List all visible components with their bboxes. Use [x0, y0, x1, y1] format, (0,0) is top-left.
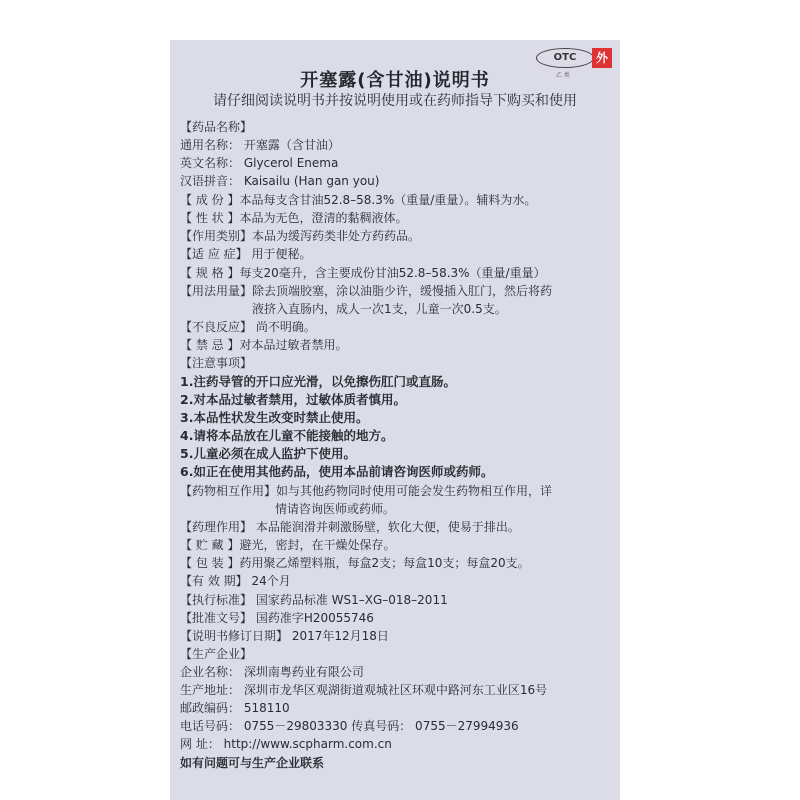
precautions-heading: 【注意事项】 — [180, 356, 253, 370]
page-subtitle: 请仔细阅读说明书并按说明使用或在药师指导下购买和使用 — [213, 93, 577, 109]
standard-line: 【执行标准】 国家药品标准 WS1–XG–018–2011 — [180, 593, 448, 607]
address-line: 生产地址： 深圳市龙华区观湖街道观城社区环观中路河东工业区16号 — [180, 683, 548, 697]
specification-line: 【 规 格 】每支20毫升，含主要成份甘油52.8–58.3%（重量/重量） — [180, 266, 546, 280]
page-title: 开塞露(含甘油)说明书 — [300, 70, 490, 91]
generic-name-line: 通用名称： 开塞露（含甘油） — [180, 138, 340, 152]
phone-fax-line: 电话号码： 0755－29803330 传真号码： 0755－27994936 — [180, 719, 519, 733]
adverse-reactions-line: 【不良反应】 尚不明确。 — [180, 320, 316, 334]
shelf-life-line: 【有 效 期】 24个月 — [180, 574, 291, 588]
dosage-line-1: 【用法用量】除去顶端胶塞，涂以油脂少许，缓慢插入肛门，然后将药 — [180, 284, 553, 298]
interactions-line-2: 情请咨询医师或药师。 — [275, 502, 396, 516]
category-line: 【作用类别】本品为缓泻药类非处方药药品。 — [180, 229, 421, 243]
english-name-line: 英文名称： Glycerol Enema — [180, 156, 339, 170]
company-name-line: 企业名称： 深圳南粤药业有限公司 — [180, 665, 364, 679]
precaution-item-3: 3.本品性状发生改变时禁止使用。 — [180, 410, 369, 425]
packaging-line: 【 包 装 】药用聚乙烯塑料瓶，每盒2支；每盒10支；每盒20支。 — [180, 556, 530, 570]
indication-line: 【适 应 症】 用于便秘。 — [180, 247, 312, 261]
pinyin-line: 汉语拼音： Kaisailu (Han gan you) — [180, 174, 380, 188]
storage-line: 【 贮 藏 】避光，密封，在干燥处保存。 — [180, 538, 396, 552]
leaflet-sheet — [170, 40, 620, 800]
ingredients-line: 【 成 份 】本品每支含甘油52.8–58.3%（重量/重量）。辅料为水。 — [180, 193, 537, 207]
otc-badge — [536, 48, 614, 79]
otc-class-label: 乙 类 — [556, 72, 570, 79]
approval-number-line: 【批准文号】 国药准字H20055746 — [180, 611, 374, 625]
contact-note: 如有问题可与生产企业联系 — [180, 756, 325, 770]
external-use-mark: 外 — [592, 48, 612, 68]
otc-logo-icon: OTC — [536, 48, 594, 68]
manufacturer-heading: 【生产企业】 — [180, 647, 253, 661]
precaution-item-6: 6.如正在使用其他药品，使用本品前请咨询医师或药师。 — [180, 464, 494, 479]
contraindications-line: 【 禁 忌 】对本品过敏者禁用。 — [180, 338, 348, 352]
appearance-line: 【 性 状 】本品为无色，澄清的黏稠液体。 — [180, 211, 408, 225]
precaution-item-4: 4.请将本品放在儿童不能接触的地方。 — [180, 428, 394, 443]
section-drug-name-heading: 【药品名称】 — [180, 120, 253, 134]
dosage-line-2: 液挤入直肠内，成人一次1支，儿童一次0.5支。 — [252, 302, 507, 316]
interactions-line-1: 【药物相互作用】如与其他药物同时使用可能会发生药物相互作用，详 — [180, 484, 553, 498]
precaution-item-5: 5.儿童必须在成人监护下使用。 — [180, 446, 356, 461]
precaution-item-1: 1.注药导管的开口应光滑，以免擦伤肛门或直肠。 — [180, 374, 456, 389]
pharmacology-line: 【药理作用】 本品能润滑并刺激肠壁，软化大便，使易于排出。 — [180, 520, 520, 534]
precaution-item-2: 2.对本品过敏者禁用，过敏体质者慎用。 — [180, 392, 406, 407]
postcode-line: 邮政编码： 518110 — [180, 701, 290, 715]
website-line[interactable]: 网 址： http://www.scpharm.com.cn — [180, 737, 392, 751]
revision-date-line: 【说明书修订日期】 2017年12月18日 — [180, 629, 389, 643]
